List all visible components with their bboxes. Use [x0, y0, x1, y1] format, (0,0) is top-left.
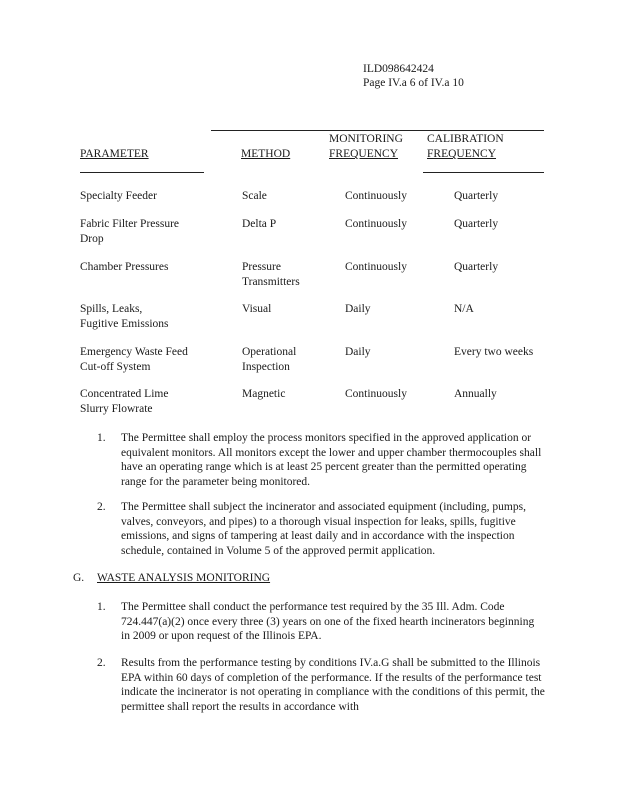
cell-parameter: Fabric Filter Pressure Drop	[80, 218, 180, 245]
cell-parameter: Specialty Feeder	[80, 190, 157, 202]
cell-calibration: Every two weeks	[454, 346, 534, 358]
cell-monitoring: Continuously	[345, 261, 407, 273]
item-text: The Permittee shall subject the incinerator and associated equipment (including, pumps, valves, conveyors, and pipes) to a thorough visual inspection for leaks, spills, fugitive emissions, and signs of tampering at least daily and in accordance with the inspection schedule, contained in Volume 5 of the approved permit application.	[121, 501, 526, 557]
page-number: Page IV.a 6 of IV.a 10	[363, 77, 464, 89]
document-id: ILD098642424	[363, 63, 434, 75]
cell-method: Operational Inspection	[242, 346, 297, 373]
cell-method: Visual	[242, 303, 272, 315]
item-text: The Permittee shall employ the process monitors specified in the approved application or equivalent monitors. All monitors except the lower and upper chamber thermocouples shall have an operating range which is at least 25 percent greater than the permitted operating range for the parameter being monitored.	[121, 432, 542, 488]
column-header-calibration-line1: CALIBRATION	[427, 133, 504, 145]
column-header-monitoring-line2: FREQUENCY	[329, 148, 399, 160]
cell-monitoring: Continuously	[345, 190, 407, 202]
cell-calibration: Quarterly	[454, 190, 499, 202]
cell-calibration: N/A	[454, 303, 474, 315]
cell-calibration: Annually	[454, 388, 497, 400]
cell-monitoring: Daily	[345, 346, 371, 358]
item-text: Results from the performance testing by conditions IV.a.G shall be submitted to the Illinois EPA within 60 days of completion of the performance. If the results of the performance test indicate the incinerator is not operating in compliance with the conditions of this permit, the permittee shall report the results in accordance with	[121, 657, 545, 713]
cell-method: Delta P	[242, 218, 277, 230]
table-rule-calibration	[423, 172, 544, 173]
section-title: WASTE ANALYSIS MONITORING	[97, 572, 271, 584]
cell-method: Scale	[242, 190, 267, 202]
cell-parameter: Emergency Waste Feed Cut-off System	[80, 346, 188, 373]
table-top-rule	[211, 130, 544, 131]
item-number: 1.	[97, 601, 106, 613]
cell-calibration: Quarterly	[454, 261, 499, 273]
cell-parameter: Concentrated Lime Slurry Flowrate	[80, 388, 169, 415]
column-header-parameter: PARAMETER	[80, 148, 149, 160]
item-text: The Permittee shall conduct the performance test required by the 35 Ill. Adm. Code 724.447(a)(2) once every three (3) years on one of the fixed hearth incinerators beginning in 2009 or upon request of the Illinois EPA.	[121, 601, 535, 642]
table-rule-parameter	[80, 172, 204, 173]
item-number: 2.	[97, 501, 106, 513]
section-letter: G.	[73, 572, 85, 584]
cell-monitoring: Daily	[345, 303, 371, 315]
cell-parameter: Chamber Pressures	[80, 261, 169, 273]
cell-calibration: Quarterly	[454, 218, 499, 230]
column-header-calibration-line2: FREQUENCY	[427, 148, 497, 160]
item-number: 1.	[97, 432, 106, 444]
cell-parameter: Spills, Leaks, Fugitive Emissions	[80, 303, 169, 330]
column-header-method: METHOD	[241, 148, 291, 160]
cell-monitoring: Continuously	[345, 388, 407, 400]
column-header-monitoring-line1: MONITORING	[329, 133, 403, 145]
cell-monitoring: Continuously	[345, 218, 407, 230]
cell-method: Pressure Transmitters	[242, 261, 300, 288]
item-number: 2.	[97, 657, 106, 669]
cell-method: Magnetic	[242, 388, 286, 400]
